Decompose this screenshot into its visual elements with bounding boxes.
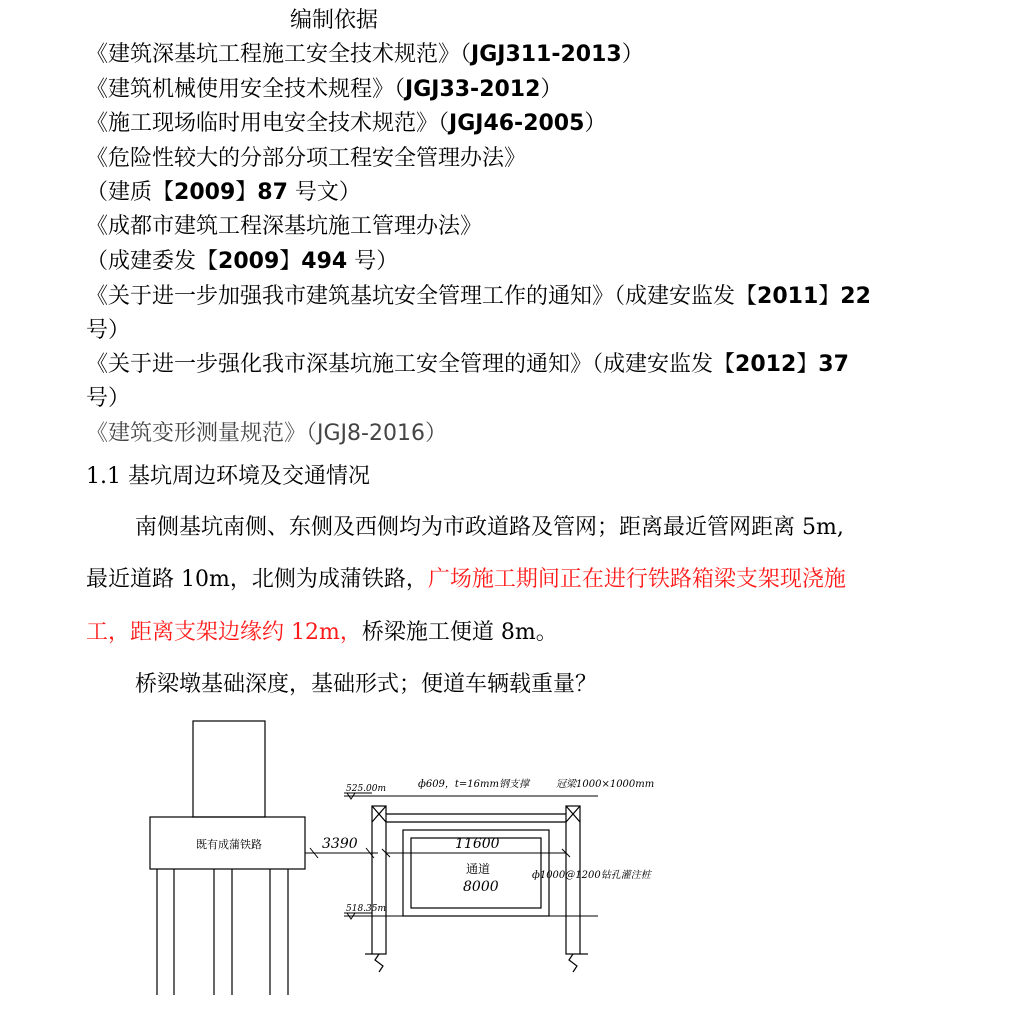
elevation-bottom: 518.35m — [346, 904, 387, 914]
document-heading: 编制依据 — [290, 8, 379, 33]
reference-line: 《建筑深基坑工程施工安全技术规范》（JGJ311-2013） — [86, 42, 644, 67]
paragraph-line: 最近道路 10m，北侧为成蒲铁路，广场施工期间正在进行铁路箱梁支架现浇施 — [86, 567, 846, 592]
highlight-text: 广场施工期间正在进行铁路箱梁支架现浇施 — [427, 567, 846, 592]
passage-width: 8000 — [463, 879, 499, 895]
railway-label: 既有成蒲铁路 — [196, 838, 262, 851]
reference-line: 《关于进一步加强我市建筑基坑安全管理工作的通知》（成建安监发【2011】22 — [86, 284, 871, 309]
reference-line: （建质【2009】87 号文） — [86, 180, 361, 205]
reference-line: 《关于进一步强化我市深基坑施工安全管理的通知》（成建安监发【2012】37 — [86, 352, 849, 377]
reference-line: 《建筑机械使用安全技术规程》（JGJ33-2012） — [86, 77, 563, 102]
paragraph-line: 桥梁墩基础深度，基础形式；便道车辆载重量？ — [135, 672, 598, 697]
brace-note: ф609，t=16mm钢支撑 — [418, 779, 530, 790]
paragraph-line: 南侧基坑南侧、东侧及西侧均为市政道路及管网；距离最近管网距离 5m, — [135, 515, 844, 540]
dim-3390-label: 3390 — [322, 836, 358, 852]
pile-note: ф1000@1200钻孔灌注桩 — [532, 870, 651, 881]
dim-11600-label: 11600 — [455, 836, 500, 852]
reference-line: （成建委发【2009】494 号） — [86, 249, 399, 274]
railway-pier — [150, 721, 305, 995]
elevation-top: 525.00m — [346, 784, 387, 794]
reference-line: 《施工现场临时用电安全技术规范》（JGJ46-2005） — [86, 111, 607, 136]
reference-line-continued: 号） — [86, 386, 131, 411]
paragraph-line: 工，距离支架边缘约 12m，桥梁施工便道 8m。 — [86, 620, 558, 645]
cap-beam-note: 冠梁1000×1000mm — [556, 779, 655, 790]
passage-label: 通道 — [466, 862, 491, 876]
reference-line: 《建筑变形测量规范》（JGJ8-2016） — [86, 421, 447, 446]
highlight-text: 工，距离支架边缘约 12m， — [86, 620, 362, 645]
reference-line-continued: 号） — [86, 318, 131, 343]
section-title: 1.1 基坑周边环境及交通情况 — [86, 464, 370, 489]
reference-line: 《成都市建筑工程深基坑施工管理办法》 — [86, 214, 483, 239]
elevation-marks — [344, 793, 598, 919]
reference-line: 《危险性较大的分部分项工程安全管理办法》 — [86, 146, 527, 171]
